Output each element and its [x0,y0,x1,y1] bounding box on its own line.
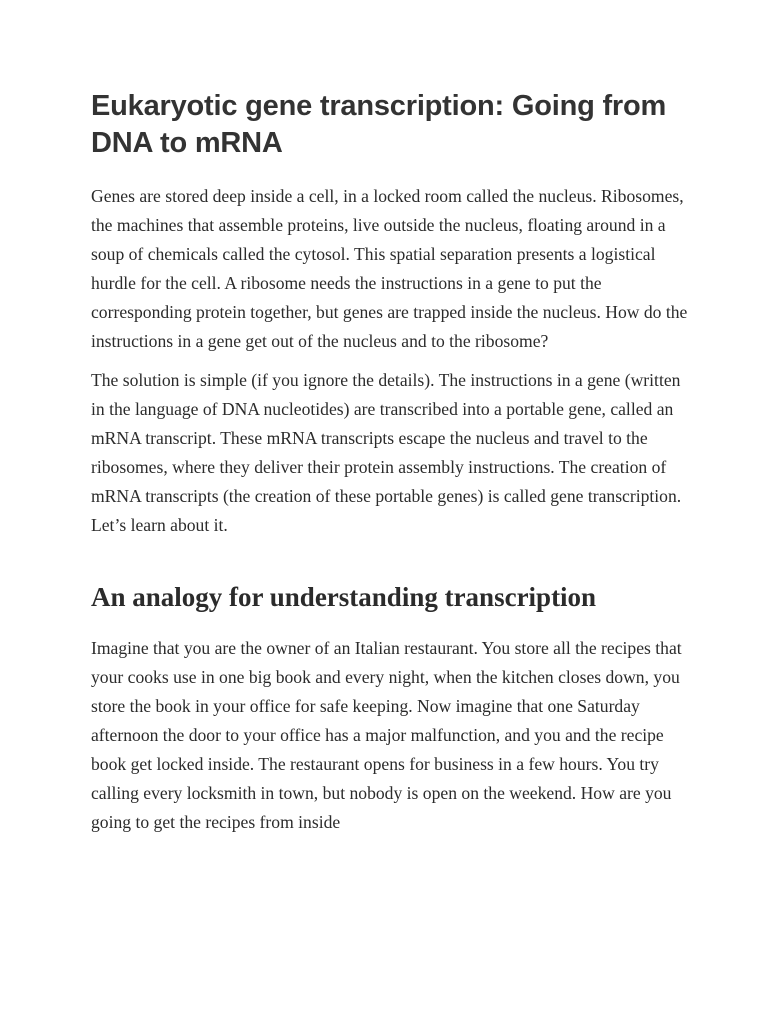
paragraph-analogy: Imagine that you are the owner of an Italian restaurant. You store all the recipes that your cooks use in one big book and every night, when the kitchen closes down, you store the book in your office for safe keeping. Now imagine that one Saturday afternoon the door to your office has a major malfunction, and you and the recipe book get locked inside. The restaurant opens for business in a few hours. You try calling every locksmith in town, but nobody is open on the weekend. How are you going to get the recipes from inside [91,638,682,832]
paragraph-intro: Genes are stored deep inside a cell, in a locked room called the nucleus. Ribosomes, the machines that assemble proteins, live outside the nucleus, floating around in a soup of chemicals called the cytosol. This spatial separation presents a logistical hurdle for the cell. A ribosome needs the instructions in a gene to put the corresponding protein together, but genes are trapped inside the nucleus. How do the instructions in a gene get out of the nucleus and to the ribosome? [91,186,688,351]
paragraph-solution: The solution is simple (if you ignore the details). The instructions in a gene (written in the language of DNA nucleotides) are transcribed into a portable gene, called an mRNA transcript. These mRNA transcripts escape the nucleus and travel to the ribosomes, where they deliver their protein assembly instructions. The creation of mRNA transcripts (the creation of these portable genes) is called gene transcription. Let’s learn about it. [91,370,682,535]
article-title: Eukaryotic gene transcription: Going from DNA to mRNA [91,90,667,159]
article [91,88,691,837]
section-heading-analogy: An analogy for understanding transcription [91,582,597,612]
